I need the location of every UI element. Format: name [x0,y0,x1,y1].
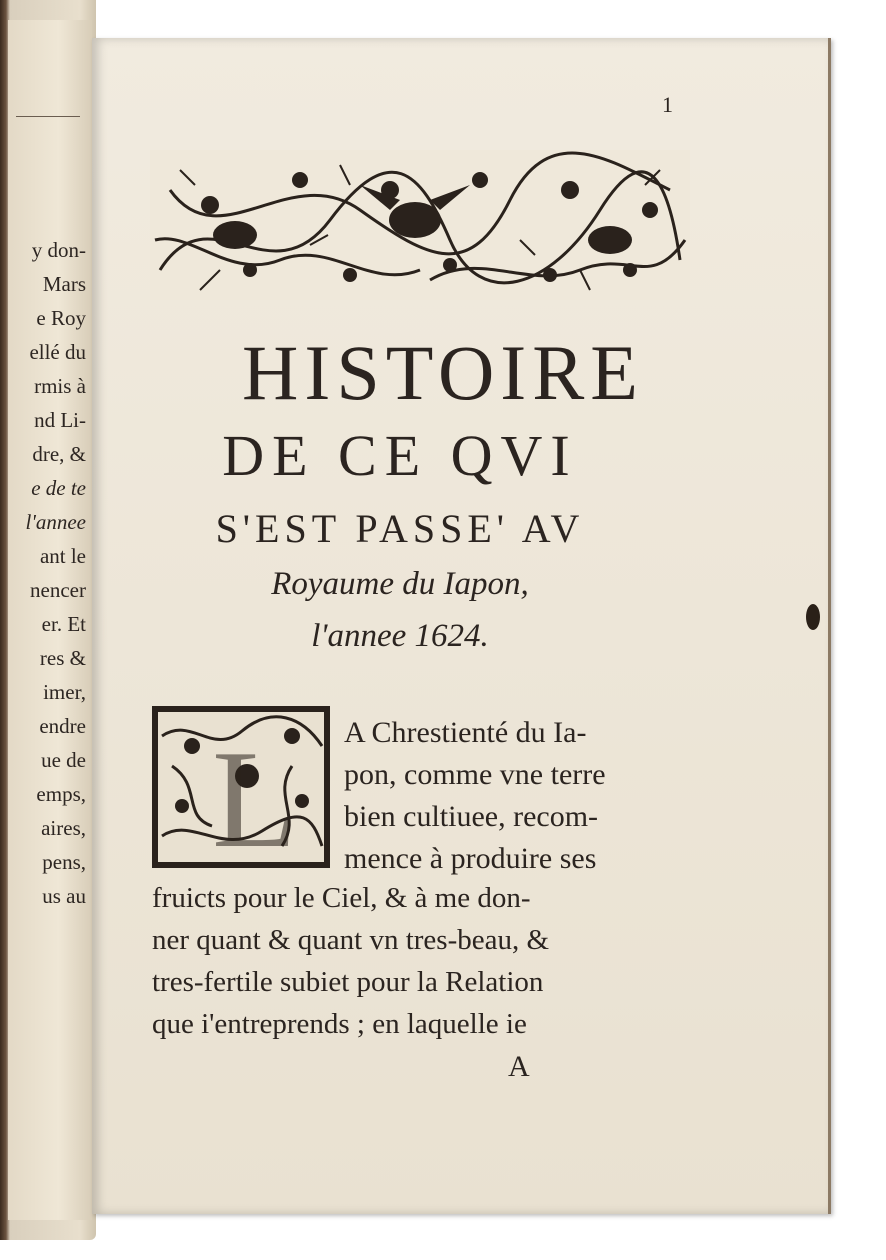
body-line: bien cultiuee, recom- [344,800,599,833]
left-line: imer, [43,680,86,704]
body-line: fruicts pour le Ciel, & à me don- [152,882,531,914]
body-line: mence à produire ses [344,842,597,875]
body-line: tres-fertile subiet pour la Relation [152,966,544,998]
title-line-4: Royaume du Iapon, [271,566,529,602]
signature-mark: A [508,1050,530,1083]
left-line: endre [39,714,86,738]
left-line: rmis à [34,374,86,398]
left-line: e Roy [36,306,86,330]
ink-spot [806,604,820,630]
left-line: ellé du [29,340,86,364]
left-line: nencer [30,578,86,602]
left-line: ue de [41,748,86,772]
left-line: dre, & [32,442,86,466]
woodcut-headpiece-ornament [150,150,690,300]
body-line: ner quant & quant vn tres-beau, & [152,924,550,956]
left-page-rule [16,116,80,117]
left-line: e de te [31,476,86,500]
left-line: Mars [42,272,86,296]
body-line: A Chrestienté du Ia- [344,716,587,749]
left-line: ant le [39,544,86,568]
left-line: us au [42,884,86,908]
dropcap-letter: L [212,722,298,868]
left-line: emps, [36,782,86,806]
left-line: l'annee [25,510,86,534]
decorated-initial-L [152,706,330,868]
left-line: y don- [31,238,86,262]
body-line: que i'entreprends ; en laquelle ie [152,1008,527,1040]
left-line: res & [39,646,86,670]
title-line-2: DE CE QVI [222,423,578,488]
title-line-5: l'annee 1624. [311,618,489,654]
left-line: er. Et [41,612,86,636]
left-line: nd Li- [34,408,86,432]
body-line: pon, comme vne terre [344,758,606,791]
title-line-1: HISTOIRE [242,329,644,416]
page-number: 1 [662,92,673,117]
left-line: pens, [42,850,86,874]
title-line-3: S'EST PASSE' AV [215,506,585,551]
left-line: aires, [41,816,86,840]
